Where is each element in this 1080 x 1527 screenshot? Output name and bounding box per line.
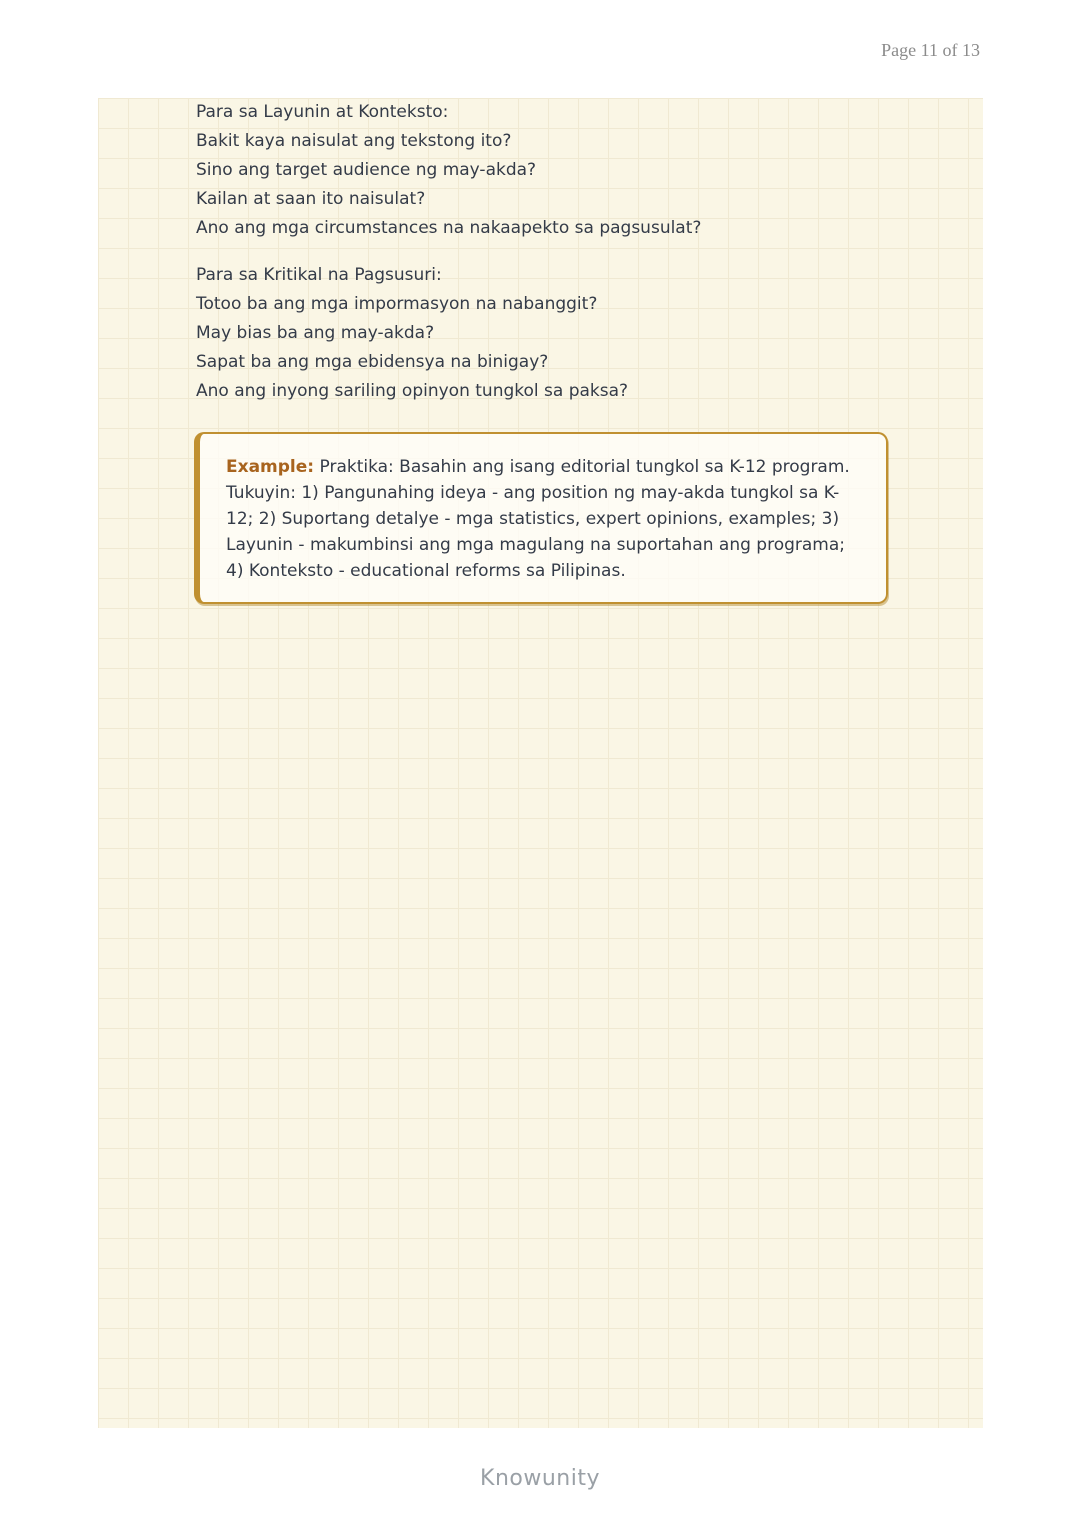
text-line: Ano ang inyong sariling opinyon tungkol sa paksa? (196, 381, 629, 401)
text-line: Para sa Layunin at Konteksto: (196, 102, 449, 122)
paragraph-layunin-konteksto (196, 98, 983, 243)
page-number: Page 11 of 13 (881, 40, 980, 60)
text-line: Sapat ba ang mga ebidensya na binigay? (196, 352, 549, 372)
text-line: Totoo ba ang mga impormasyon na nabanggit? (196, 294, 598, 314)
brand-watermark: Knowunity (480, 1466, 600, 1491)
example-text: Praktika: Basahin ang isang editorial tungkol sa K-12 program. Tukuyin: 1) Pangunahing ideya - ang position ng may-akda tungkol sa K-12; 2) Suportang detalye - mga statistics, expert opinions, examples; 3) Layunin - makumbinsi ang mga magulang na suportahan ang programa; 4) Konteksto - educational reforms sa Pilipinas. (226, 457, 850, 581)
text-line: Sino ang target audience ng may-akda? (196, 160, 537, 180)
text-line: Para sa Kritikal na Pagsusuri: (196, 265, 442, 285)
text-line: Ano ang mga circumstances na nakaapekto sa pagsusulat? (196, 218, 702, 238)
text-line: Kailan at saan ito naisulat? (196, 189, 426, 209)
text-line: May bias ba ang may-akda? (196, 323, 435, 343)
notebook-paper (98, 98, 983, 1428)
paragraph-kritikal-pagsusuri (196, 261, 983, 406)
page-content (98, 98, 983, 604)
example-callout-box (194, 432, 888, 604)
text-line: Bakit kaya naisulat ang tekstong ito? (196, 131, 512, 151)
example-label: Example: (226, 457, 315, 477)
